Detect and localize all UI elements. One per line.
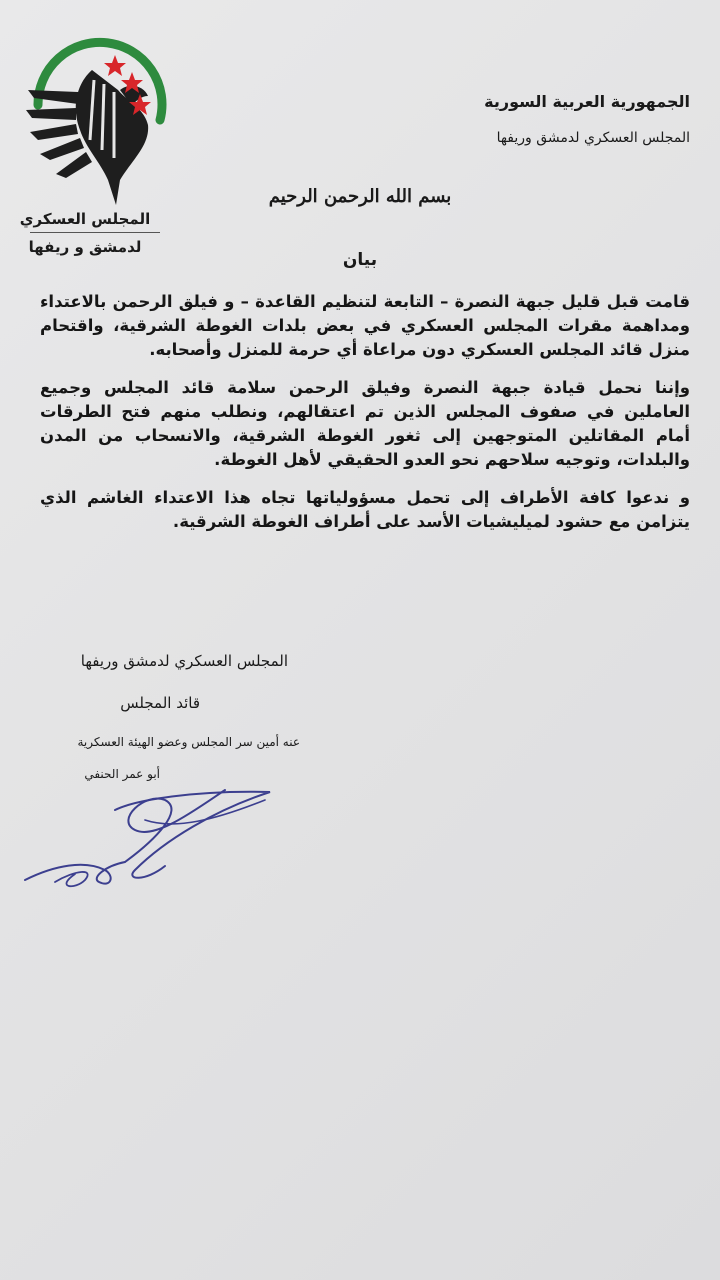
paragraph-1: قامت قبل قليل جبهة النصرة – التابعة لتنظيم القاعدة – و فيلق الرحمن بالاعتداء ومداهمة مقرات المجلس العسكري في بعض بلدات الغوطة الشرقية، واقتحام منزل قائد المجلس العسكري دون مراعاة أي حرمة للمنزل وأصحابه. [40, 292, 690, 359]
basmala: بسم الله الرحمن الرحيم [268, 186, 452, 207]
header-republic: الجمهورية العربية السورية [484, 92, 690, 111]
logo-divider [30, 232, 160, 233]
council-logo [20, 30, 170, 230]
logo-title: المجلس العسكري [19, 210, 151, 228]
statement-title: بيان [342, 250, 378, 270]
paragraph-2: وإننا نحمل قيادة جبهة النصرة وفيلق الرحمن سلامة قائد المجلس وجميع العاملين في صفوف المجلس الذين تم اعتقالهم، ونطلب منهم فتح الطرقات أمام المقاتلين المتوجهين إلى ثغور الغوطة الشرقية، والانسحاب من المدن والبلدات، وتوجيه سلاحهم نحو العدو الحقيقي لأهل الغوطة. [40, 378, 690, 469]
signature-role: قائد المجلس [120, 694, 200, 712]
logo-subtitle: لدمشق و ريفها [28, 238, 142, 256]
eagle-emblem-icon [20, 30, 170, 230]
signature-on-behalf: عنه أمين سر المجلس وعضو الهيئة العسكرية [77, 735, 300, 749]
signatory-name: أبو عمر الحنفي [84, 767, 160, 781]
header-council: المجلس العسكري لدمشق وريفها [496, 130, 690, 146]
handwritten-signature [15, 770, 285, 900]
paragraph-3: و ندعوا كافة الأطراف إلى تحمل مسؤولياتها تجاه هذا الاعتداء الغاشم الذي يتزامن مع حشود لميليشيات الأسد على أطراف الغوطة الشرقية. [40, 488, 690, 531]
statement-body [40, 290, 690, 548]
signature-org: المجلس العسكري لدمشق وريفها [80, 652, 288, 670]
